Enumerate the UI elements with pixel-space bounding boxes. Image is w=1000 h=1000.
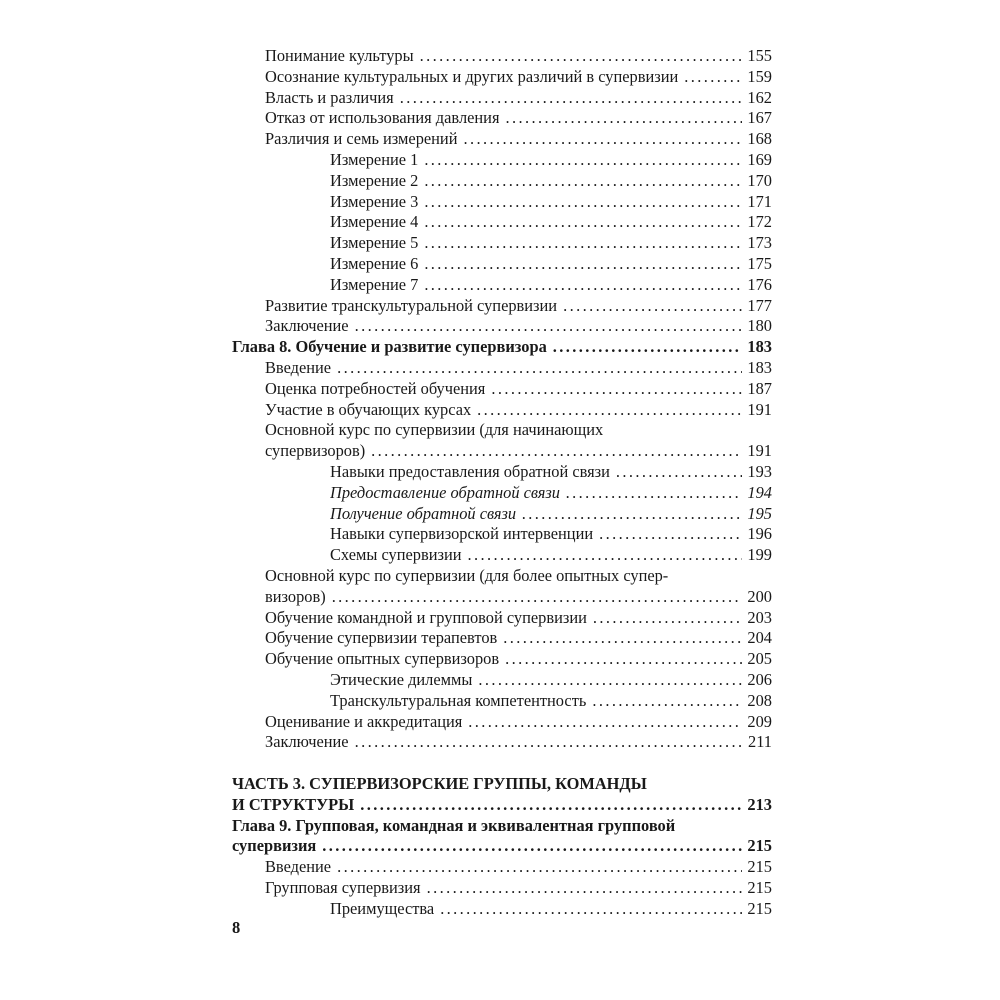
toc-entry	[232, 296, 772, 317]
toc-entry	[232, 358, 772, 379]
toc-dot-leader	[468, 712, 742, 733]
toc-page-number: 155	[747, 46, 772, 65]
toc-entry	[232, 878, 772, 899]
toc-entry-title: И СТРУКТУРЫ	[232, 794, 355, 814]
toc-page-number: 176	[747, 274, 772, 294]
toc-dot-leader	[463, 129, 742, 150]
toc-dot-leader	[616, 462, 743, 483]
toc-entry-title: визоров)	[265, 586, 326, 606]
toc-dot-leader	[424, 275, 742, 296]
toc-entry-title: Обучение командной и групповой супервизии	[265, 607, 587, 627]
toc-dot-leader	[522, 504, 742, 525]
toc-entry	[232, 46, 772, 67]
toc-entry	[232, 670, 772, 691]
toc-entry	[232, 545, 772, 566]
toc-entry-title: Измерение 7	[330, 274, 419, 294]
toc-dot-leader	[424, 192, 742, 213]
toc-page-number: 193	[747, 461, 772, 481]
toc-entry-title: ЧАСТЬ 3. СУПЕРВИЗОРСКИЕ ГРУППЫ, КОМАНДЫ	[232, 774, 647, 794]
toc-dot-leader	[566, 483, 742, 504]
toc-dot-leader	[593, 608, 743, 629]
toc-page-number: 171	[747, 191, 772, 211]
toc-entry-title: Навыки предоставления обратной связи	[330, 461, 610, 481]
toc-dot-leader	[424, 171, 742, 192]
toc-page-number: 175	[747, 253, 772, 273]
toc-dot-leader	[355, 732, 743, 753]
toc-dot-leader	[491, 379, 742, 400]
toc-page-number: 191	[747, 399, 772, 419]
toc-entry	[232, 483, 772, 504]
toc-entry-title: Транскультуральная компетентность	[330, 690, 587, 710]
toc-page-number: 180	[747, 316, 772, 336]
toc-page-number: 187	[747, 378, 772, 398]
toc-entry-title: Оценивание и аккредитация	[265, 711, 463, 731]
toc-entry-title: Развитие транскультуральной супервизии	[265, 295, 558, 315]
toc-dot-leader	[503, 628, 742, 649]
toc-entry-title: Власть и различия	[265, 87, 394, 107]
toc-list	[232, 46, 772, 920]
toc-entry	[232, 129, 772, 150]
toc-entry	[232, 732, 772, 753]
toc-entry	[232, 524, 772, 545]
toc-page-number: 206	[747, 669, 772, 689]
toc-entry-title: Заключение	[265, 732, 349, 752]
toc-entry-title: Измерение 5	[330, 233, 419, 253]
toc-dot-leader	[424, 212, 742, 233]
toc-entry	[232, 254, 772, 275]
toc-entry-title: Навыки супервизорской интервенции	[330, 524, 594, 544]
toc-entry-title: Преимущества	[330, 898, 435, 918]
toc-entry	[232, 337, 772, 358]
toc-entry-title: Измерение 4	[330, 212, 419, 232]
toc-entry-title: Оценка потребностей обучения	[265, 378, 486, 398]
toc-entry	[232, 108, 772, 129]
toc-page-number: 209	[747, 711, 772, 731]
toc-page-number: 191	[747, 441, 772, 461]
toc-entry	[232, 691, 772, 712]
toc-entry	[232, 774, 772, 795]
toc-entry	[232, 712, 772, 733]
toc-entry-title: Обучение опытных супервизоров	[265, 649, 500, 669]
toc-dot-leader	[337, 857, 742, 878]
toc-dot-leader	[355, 316, 743, 337]
toc-page-number: 172	[747, 212, 772, 232]
toc-dot-leader	[505, 649, 742, 670]
toc-page-number: 215	[747, 878, 772, 898]
toc-page-number: 205	[747, 649, 772, 669]
toc-entry-title: Измерение 1	[330, 149, 419, 169]
toc-dot-leader	[322, 836, 742, 857]
toc-dot-leader	[400, 88, 743, 109]
toc-entry	[232, 795, 772, 816]
toc-page-number: 211	[748, 732, 772, 752]
toc-dot-leader	[424, 233, 742, 254]
toc-page-number: 162	[747, 87, 772, 107]
toc-entry-title: Заключение	[265, 316, 349, 336]
toc-page-number: 170	[747, 170, 772, 190]
toc-entry-title: супервизия	[232, 836, 317, 856]
toc-entry-title: Предоставление обратной связи	[330, 482, 560, 502]
toc-entry	[232, 379, 772, 400]
toc-entry-title: супервизоров)	[265, 441, 366, 461]
toc-entry-title: Измерение 6	[330, 253, 419, 273]
toc-entry-title: Основной курс по супервизии (для более опытных супер-	[265, 565, 669, 585]
toc-entry-title: Групповая супервизия	[265, 878, 421, 898]
toc-entry	[232, 816, 772, 837]
toc-dot-leader	[424, 254, 742, 275]
toc-page-number: 159	[747, 66, 772, 86]
toc-entry	[232, 462, 772, 483]
toc-dot-leader	[563, 296, 742, 317]
toc-page-number: 213	[747, 794, 772, 814]
toc-page-number: 183	[747, 357, 772, 377]
toc-entry	[232, 504, 772, 525]
toc-page-number: 199	[747, 545, 772, 565]
toc-entry	[232, 192, 772, 213]
toc-entry-title: Понимание культуры	[265, 46, 414, 65]
toc-entry-title: Отказ от использования давления	[265, 108, 500, 128]
toc-page-number: 204	[747, 628, 772, 648]
toc-entry	[232, 67, 772, 88]
toc-page-number: 196	[747, 524, 772, 544]
toc-entry	[232, 150, 772, 171]
toc-entry	[232, 171, 772, 192]
toc-entry	[232, 649, 772, 670]
toc-entry-title: Осознание культуральных и других различий в супервизии	[265, 66, 679, 86]
toc-page-number: 200	[747, 586, 772, 606]
toc-page-number: 168	[747, 129, 772, 149]
toc-page-number: 177	[747, 295, 772, 315]
toc-dot-leader	[371, 441, 742, 462]
toc-entry	[232, 233, 772, 254]
toc-page-number: 169	[747, 149, 772, 169]
toc-entry-title: Основной курс по супервизии (для начинающих	[265, 420, 604, 440]
toc-dot-leader	[420, 46, 743, 67]
toc-dot-leader	[332, 587, 743, 608]
toc-dot-leader	[424, 150, 742, 171]
toc-dot-leader	[553, 337, 743, 358]
toc-entry-title: Получение обратной связи	[330, 503, 517, 523]
toc-entry	[232, 420, 772, 441]
toc-entry-title: Глава 9. Групповая, командная и эквивалентная групповой	[232, 815, 676, 835]
toc-entry	[232, 587, 772, 608]
toc-entry	[232, 608, 772, 629]
toc-dot-leader	[468, 545, 743, 566]
toc-entry-title: Измерение 3	[330, 191, 419, 211]
toc-entry	[232, 857, 772, 878]
toc-dot-leader	[478, 670, 742, 691]
toc-page-number: 194	[747, 482, 772, 502]
footer-page-number: 8	[232, 918, 241, 937]
toc-page-number: 183	[747, 337, 772, 357]
toc-entry-title: Различия и семь измерений	[265, 129, 458, 149]
toc-entry-title: Участие в обучающих курсах	[265, 399, 472, 419]
toc-page-number: 208	[747, 690, 772, 710]
toc-dot-leader	[505, 108, 742, 129]
toc-entry-title: Введение	[265, 857, 332, 877]
toc-page-number: 215	[747, 898, 772, 918]
toc-dot-leader	[337, 358, 742, 379]
toc-entry-title: Обучение супервизии терапевтов	[265, 628, 498, 648]
toc-entry	[232, 899, 772, 920]
toc-page-number: 195	[747, 503, 772, 523]
toc-page-number: 167	[747, 108, 772, 128]
toc-entry	[232, 212, 772, 233]
toc-entry	[232, 566, 772, 587]
toc-entry-title: Схемы супервизии	[330, 545, 462, 565]
toc-page-number: 215	[747, 857, 772, 877]
toc-dot-leader	[684, 67, 742, 88]
toc-dot-leader	[427, 878, 743, 899]
toc-entry	[232, 400, 772, 421]
toc-entry	[232, 88, 772, 109]
toc-dot-leader	[477, 400, 742, 421]
toc-entry	[232, 628, 772, 649]
toc-entry-title: Измерение 2	[330, 170, 419, 190]
toc-entry-title: Глава 8. Обучение и развитие супервизора	[232, 337, 547, 357]
toc-entry	[232, 836, 772, 857]
toc-dot-leader	[360, 795, 742, 816]
toc-entry-title: Этические дилеммы	[330, 669, 473, 689]
toc-entry	[232, 275, 772, 296]
toc-dot-leader	[599, 524, 742, 545]
toc-entry	[232, 441, 772, 462]
toc-page-number: 173	[747, 233, 772, 253]
toc-entry-title: Введение	[265, 357, 332, 377]
toc-dot-leader	[440, 899, 742, 920]
toc-page-number: 215	[747, 836, 772, 856]
toc-entry	[232, 316, 772, 337]
toc-page-number: 203	[747, 607, 772, 627]
toc-dot-leader	[592, 691, 742, 712]
